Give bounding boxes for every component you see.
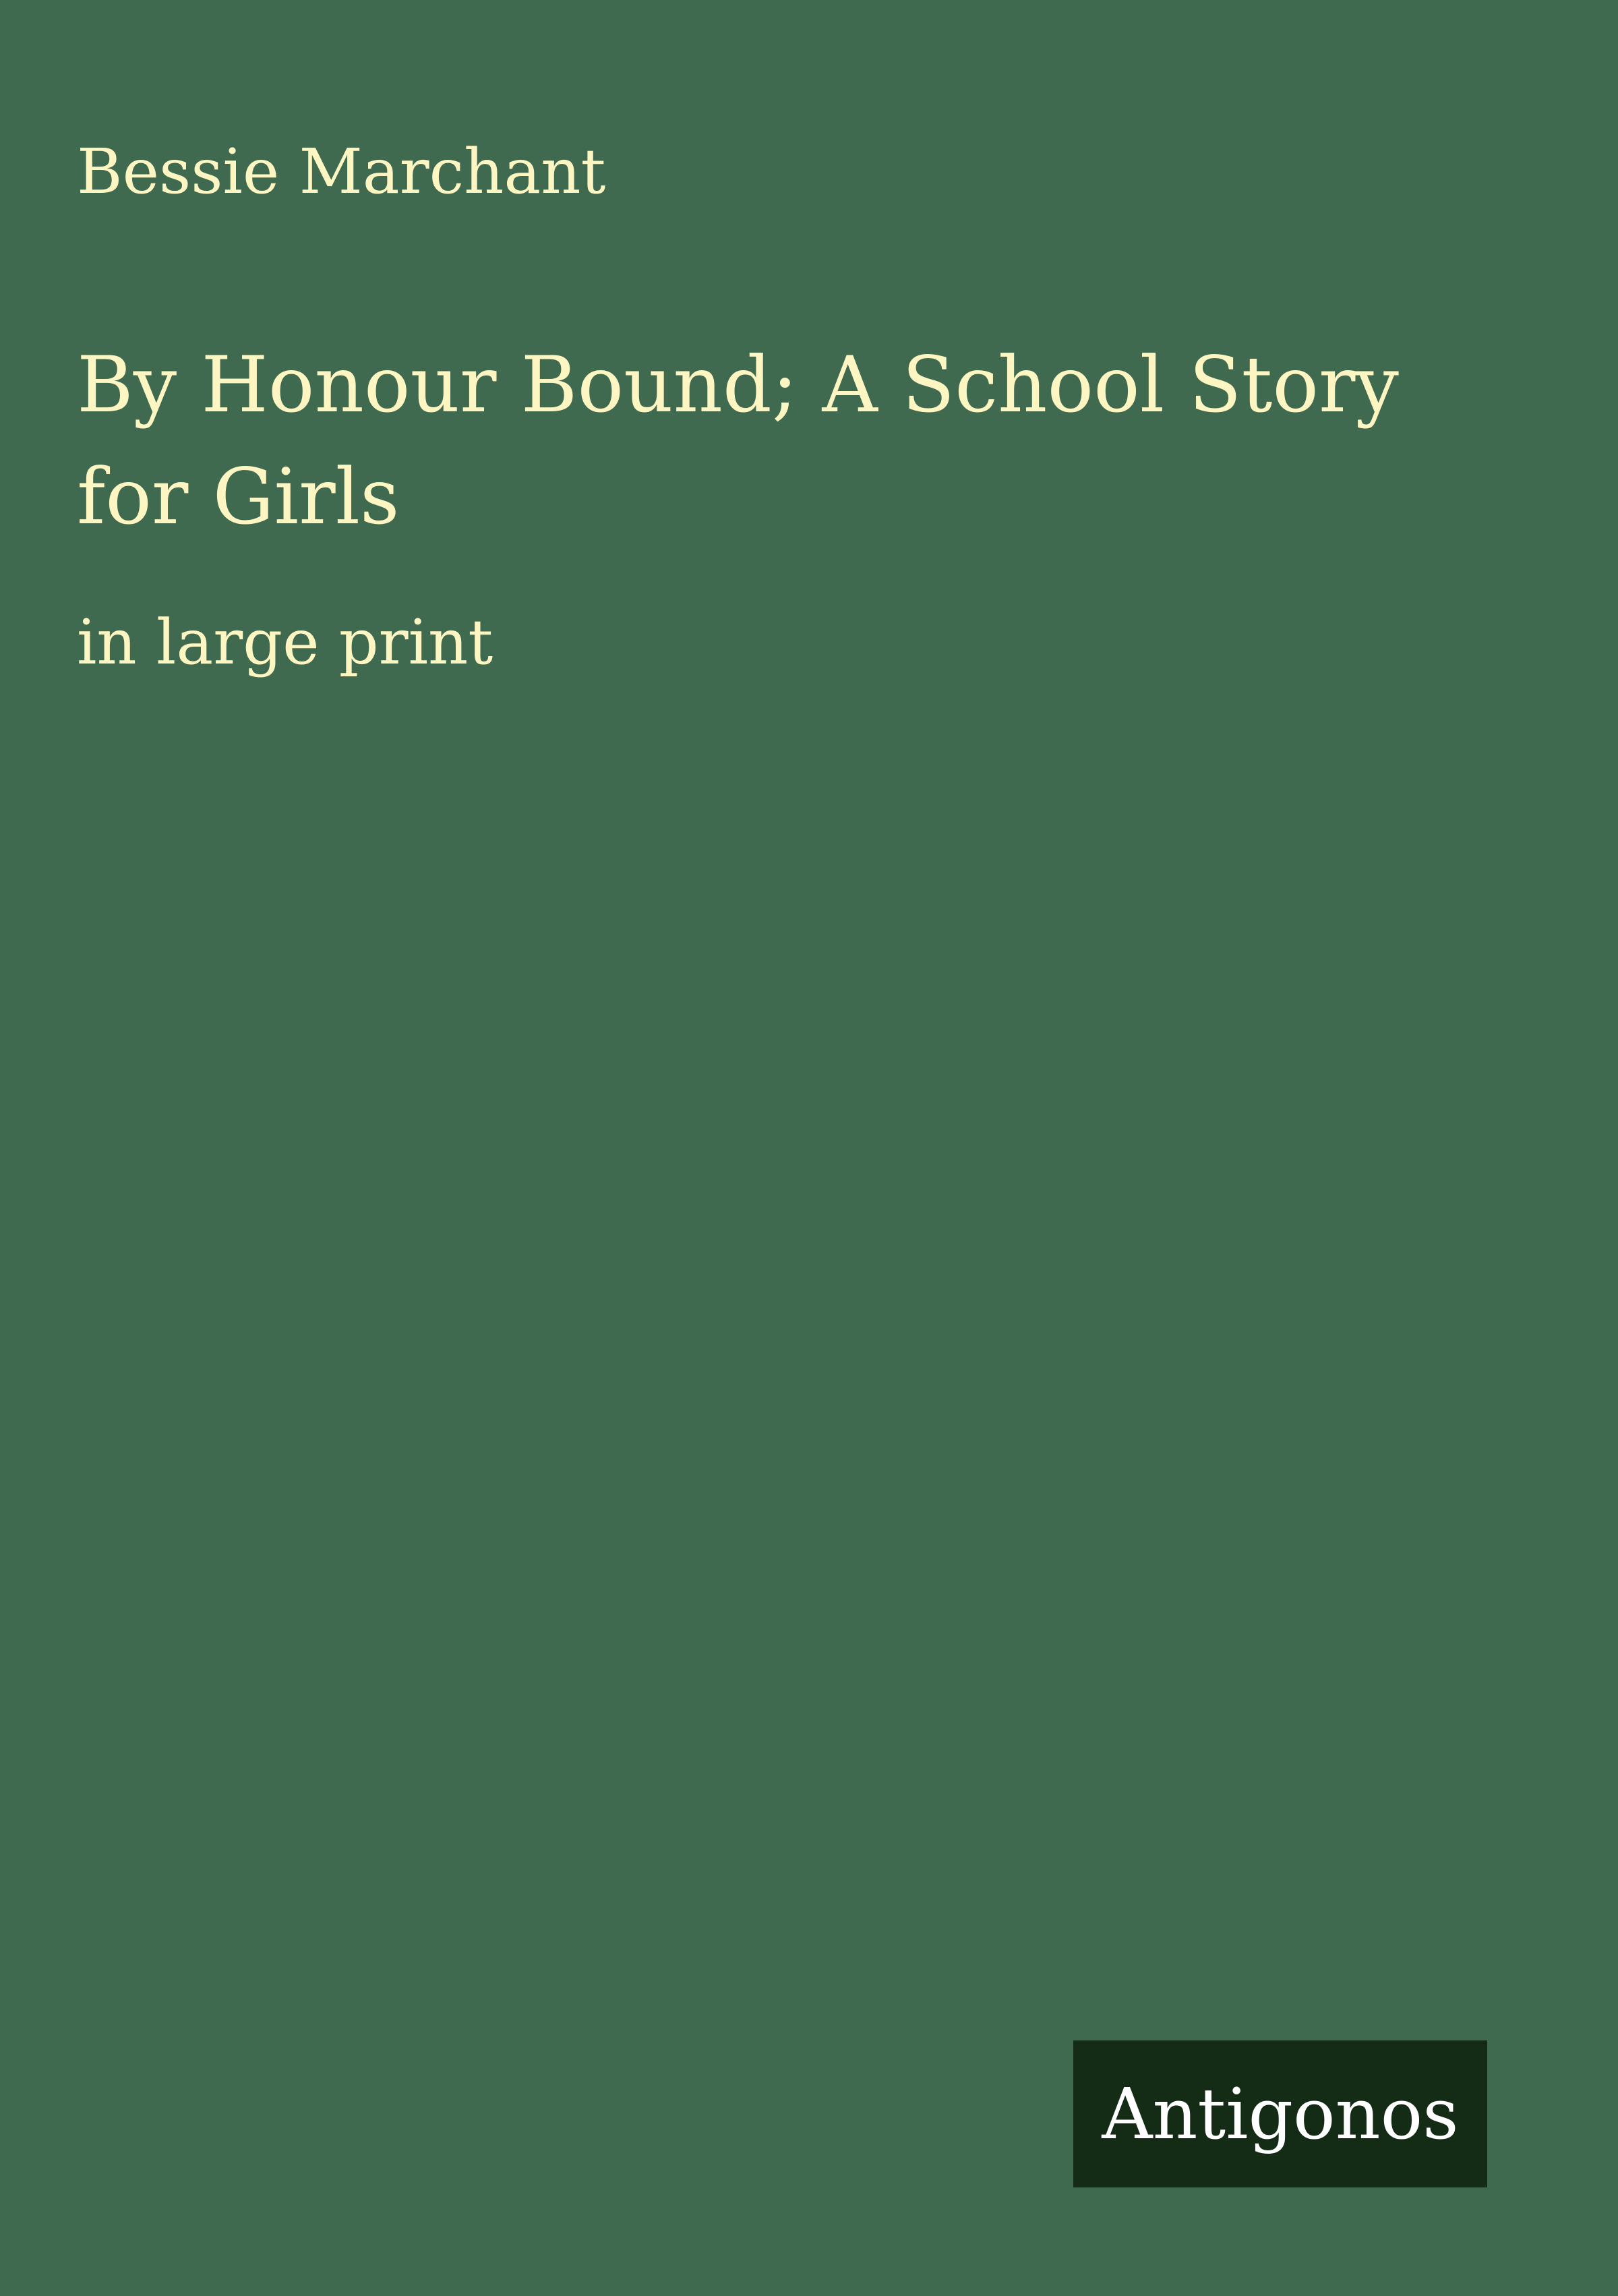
book-title: By Honour Bound; A School Story for Girls <box>77 340 1399 541</box>
book-subtitle: in large print <box>77 606 493 678</box>
author-name: Bessie Marchant <box>77 136 606 208</box>
publisher-badge <box>1073 2040 1487 2187</box>
publisher-name: Antigonos <box>1102 2073 1459 2155</box>
